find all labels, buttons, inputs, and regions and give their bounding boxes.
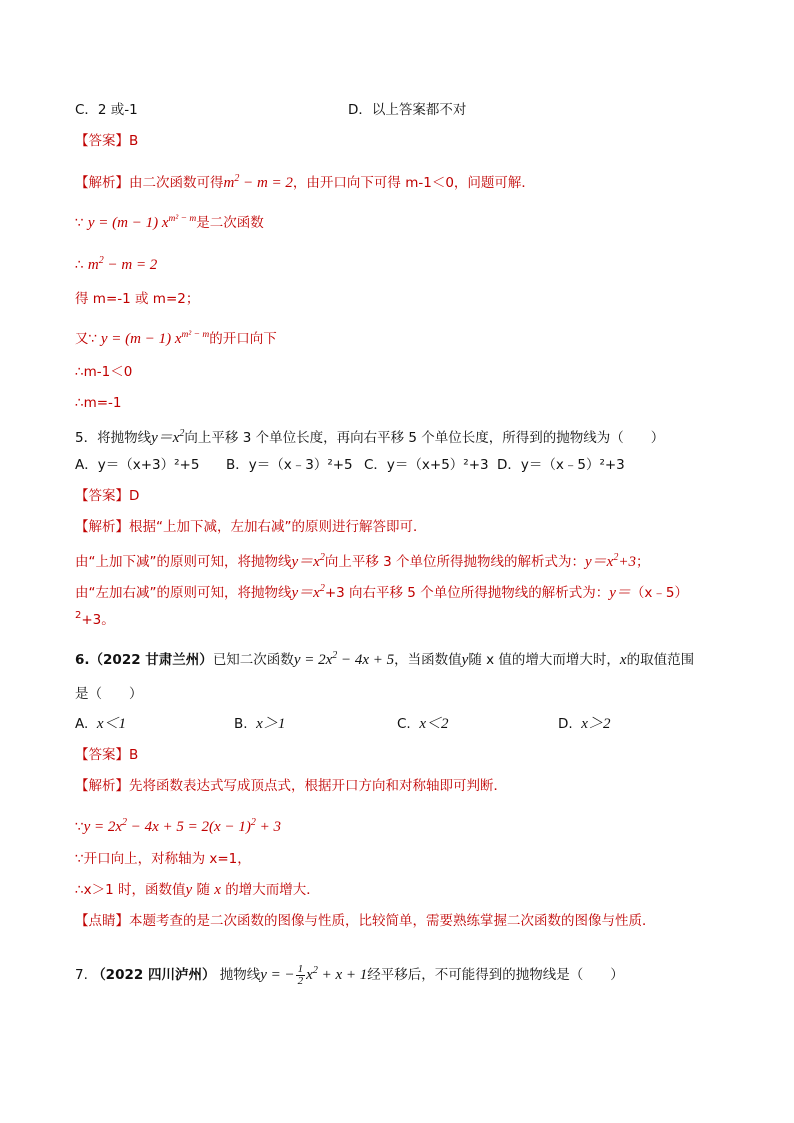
q4-step-2 (75, 251, 157, 275)
answer-value: B (129, 133, 139, 149)
step-text: 的开口向下 (209, 331, 277, 347)
q6-analysis (75, 776, 507, 796)
stem-text-a: 5．将抛物线 (75, 430, 152, 446)
text: +3。 (81, 612, 115, 628)
comment-text: 本题考查的是二次函数的图像与性质，比较简单，需要熟练掌握二次函数的图像与性质． (129, 913, 656, 929)
answer-tag: 【答案】 (75, 747, 129, 763)
q6-option-a (75, 714, 126, 734)
option-letter: B. (234, 716, 248, 732)
text-c: （x﹣5） (630, 585, 688, 601)
text-b: 向上平移 3 个单位所得抛物线的解析式为： (324, 554, 585, 570)
math-expression: y = − $\frac{1}{2}$ $x^2 + x + 1$ (260, 963, 368, 988)
analysis-text-b: ，由开口向下可得 m-1＜0，问题可解． (292, 175, 535, 191)
math-expression: y = (m − 1) $x^{m^2 - m}$ (97, 330, 210, 347)
q4-answer (75, 131, 138, 151)
q5-analysis-line-1 (75, 548, 649, 572)
analysis-text: 先将函数表达式写成顶点式，根据开口方向和对称轴即可判断． (129, 778, 507, 794)
analysis-tag: 【解析】 (75, 778, 129, 794)
math-expression: $m^2 - m = 2$ (223, 173, 293, 191)
answer-tag: 【答案】 (75, 133, 129, 149)
q5-analysis (75, 517, 427, 537)
because-symbol: ∵ (75, 215, 88, 231)
option-letter: D. (558, 716, 573, 732)
math-expression: $y=x^2$ (291, 583, 325, 601)
stem-text-a: 已知二次函数 (212, 652, 294, 668)
analysis-text: 根据“上加下减，左加右减”的原则进行解答即可． (129, 519, 427, 535)
q4-option-d: D．以上答案都不对 (348, 102, 467, 118)
math-variable: y (461, 652, 469, 668)
q4-step-4 (75, 325, 277, 349)
q7-stem (75, 956, 624, 990)
option-letter: A. (75, 716, 89, 732)
q6-option-d (558, 714, 610, 734)
q4-step-1 (75, 209, 264, 233)
comment-tag: 【点睛】 (75, 913, 129, 929)
text-b: 随 (196, 882, 210, 898)
option-value: x＜2 (419, 716, 449, 732)
q5-option-c: C．y＝（x+5）²+3 (364, 457, 489, 473)
stem-text-d: 的取值范围 (626, 652, 695, 668)
q5-option-b: B．y＝（x﹣3）²+5 (226, 457, 353, 473)
text-a: 由“左加右减”的原则可知，将抛物线 (75, 585, 292, 601)
q4-analysis (75, 169, 535, 193)
q6-answer (75, 745, 138, 765)
step-prefix: 又∵ (75, 331, 98, 347)
q5-analysis-line-3 (75, 606, 115, 630)
because-symbol: ∵ (75, 819, 84, 835)
answer-tag: 【答案】 (75, 488, 129, 504)
q6-stem-cont: 是（ ） (75, 686, 143, 702)
math-expression: y＝ (609, 585, 631, 601)
q6-comment (75, 911, 656, 931)
q6-step-3 (75, 880, 320, 900)
math-expression: $y=x^2+3$ (585, 552, 636, 570)
math-expression: $y=x^2$ (291, 552, 325, 570)
fraction: $\frac{1}{2}$ (297, 963, 304, 988)
q4-step-3: 得 m=-1 或 m=2； (75, 291, 200, 307)
option-value: x＞2 (581, 716, 611, 732)
q6-stem (75, 646, 694, 670)
text-b: +3 向右平移 5 个单位所得抛物线的解析式为： (324, 585, 610, 601)
q4-step-5: ∴m-1＜0 (75, 364, 133, 380)
exponent: 2 (75, 610, 82, 621)
q5-answer (75, 486, 139, 506)
q4-step-6: ∴m=-1 (75, 395, 122, 411)
question-source: （2022 四川泸州） (92, 967, 216, 983)
q6-step-1 (75, 813, 281, 837)
stem-text-b: 向上平移 3 个单位长度，再向右平移 5 个单位长度，所得到的抛物线为（ ） (184, 430, 665, 446)
math-expression: $y = 2x^2 - 4x + 5$ (293, 650, 395, 668)
option-letter: C. (397, 716, 411, 732)
q6-option-b (234, 714, 285, 734)
therefore-symbol: ∴ (75, 257, 88, 273)
option-value: x＞1 (256, 716, 286, 732)
math-expression: $y = 2x^2 - 4x + 5 = 2(x - 1)^2 + 3$ (83, 817, 281, 835)
q6-step-2: ∵开口向上，对称轴为 x=1， (75, 851, 251, 867)
q5-analysis-line-2 (75, 579, 688, 603)
stem-text-c: 随 x 值的增大而增大时， (468, 652, 620, 668)
answer-value: D (129, 488, 140, 504)
analysis-tag: 【解析】 (75, 519, 129, 535)
q5-option-d: D．y＝（x﹣5）²+3 (497, 457, 625, 473)
stem-text-b: ，当函数值 (394, 652, 462, 668)
math-expression: y = (m − 1) $x^{m^2 - m}$ (87, 214, 197, 231)
math-expression: $y=x^2$ (151, 428, 185, 446)
stem-text-b: 经平移后，不可能得到的抛物线是（ ） (367, 967, 624, 983)
answer-value: B (129, 747, 139, 763)
math-expression: $m^2 - m = 2$ (87, 255, 158, 273)
math-variable: x (619, 652, 627, 668)
math-variable: x (214, 882, 221, 898)
step-text: 是二次函数 (196, 215, 264, 231)
q4-option-c: C．2 或-1 (75, 102, 138, 118)
question-number: 6. (75, 652, 90, 668)
text-c: ； (635, 554, 650, 570)
question-source: （2022 甘肃兰州） (89, 652, 213, 668)
stem-text-a: 抛物线 (219, 967, 261, 983)
analysis-tag: 【解析】 (75, 175, 129, 191)
option-value: x＜1 (96, 716, 127, 732)
q5-stem (75, 424, 664, 448)
q5-option-a: A．y＝（x+3）²+5 (75, 457, 200, 473)
analysis-text-a: 由二次函数可得 (129, 175, 224, 191)
math-variable: y (185, 882, 193, 898)
text-a: ∴x＞1 时，函数值 (75, 882, 186, 898)
q6-option-c (397, 714, 448, 734)
text-a: 由“上加下减”的原则可知，将抛物线 (75, 554, 292, 570)
question-number: 7. (75, 967, 88, 983)
text-c: 的增大而增大． (225, 882, 320, 898)
